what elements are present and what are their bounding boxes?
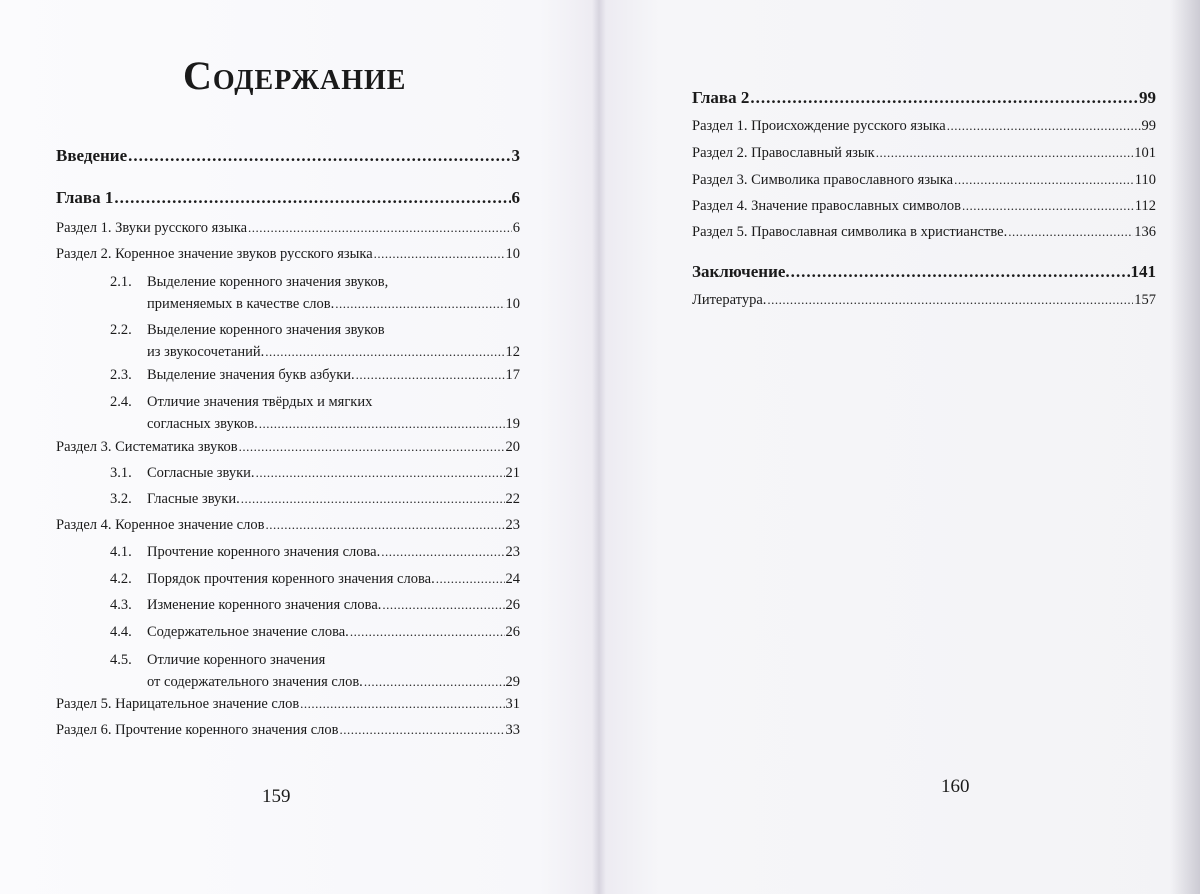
toc-page: 6 — [511, 188, 520, 207]
toc-label: согласных звуков. — [147, 416, 258, 432]
toc-label: Раздел 3. Символика православного языка — [692, 172, 954, 188]
toc-page: 31 — [505, 696, 520, 712]
toc-label: Раздел 2. Православный язык — [692, 145, 875, 161]
toc-number: 2.1. — [110, 274, 132, 290]
toc-number: 2.3. — [110, 367, 132, 383]
page-number: 160 — [941, 776, 970, 797]
toc-label: из звукосочетаний. — [147, 344, 265, 360]
toc-label: Выделение значения букв азбуки. — [147, 367, 355, 383]
toc-number: 4.5. — [110, 652, 132, 668]
toc-label: Раздел 2. Коренное значение звуков русского языка — [56, 246, 373, 262]
toc-literature — [692, 292, 1156, 309]
toc-chapter-2 — [692, 88, 1156, 108]
toc-subsection — [110, 624, 520, 641]
toc-number: 3.1. — [110, 465, 132, 481]
toc-subsection — [110, 465, 520, 482]
toc-page: 29 — [505, 674, 520, 690]
toc-page: 17 — [505, 367, 520, 383]
toc-label: Согласные звуки. — [147, 465, 255, 481]
toc-label: Отличие значения твёрдых и мягких — [147, 394, 373, 410]
toc-page: 110 — [1134, 172, 1156, 188]
toc-page: 3 — [511, 146, 520, 165]
toc-subsection — [110, 491, 520, 508]
toc-page: 26 — [505, 624, 520, 640]
toc-label: Прочтение коренного значения слова. — [147, 544, 381, 560]
toc-label: от содержательного значения слов. — [147, 674, 363, 690]
toc-line — [147, 671, 520, 693]
toc-label: Выделение коренного значения звуков — [147, 322, 385, 338]
toc-label: Заключение. — [692, 262, 790, 281]
toc-page: 23 — [505, 544, 520, 560]
toc-number: 3.2. — [110, 491, 132, 507]
toc-number: 2.4. — [110, 394, 132, 410]
toc-label: Раздел 6. Прочтение коренного значения слов — [56, 722, 339, 738]
toc-label: Литература. — [692, 292, 767, 308]
toc-label: Порядок прочтения коренного значения слова. — [147, 571, 435, 587]
toc-label: Раздел 4. Значение православных символов — [692, 198, 961, 214]
toc-section — [56, 722, 520, 739]
toc-label: Глава 1 — [56, 188, 114, 207]
toc-subsection — [110, 320, 520, 362]
toc-subsection — [110, 392, 520, 434]
toc-section — [56, 220, 520, 237]
toc-page: 141 — [1130, 262, 1156, 281]
toc-subsection — [110, 650, 520, 692]
toc-page: 101 — [1134, 145, 1156, 161]
toc-number: 4.4. — [110, 624, 132, 640]
toc-page: 112 — [1134, 198, 1156, 214]
toc-subsection — [110, 544, 520, 561]
toc-label: Раздел 5. Нарицательное значение слов — [56, 696, 300, 712]
toc-number: 2.2. — [110, 322, 132, 338]
page-edge-shadow — [1170, 0, 1200, 894]
toc-section — [692, 118, 1156, 135]
toc-page: 21 — [505, 465, 520, 481]
toc-label: Содержательное значение слова. — [147, 624, 349, 640]
toc-line — [147, 413, 520, 435]
toc-label: Выделение коренного значения звуков, — [147, 274, 389, 290]
toc-label: Введение — [56, 146, 128, 165]
toc-page: 33 — [505, 722, 520, 738]
toc-section — [692, 224, 1156, 241]
toc-page: 99 — [1141, 118, 1156, 134]
toc-page: 10 — [505, 296, 520, 312]
toc-label: Отличие коренного значения — [147, 652, 326, 668]
toc-conclusion — [692, 262, 1156, 282]
toc-page: 22 — [505, 491, 520, 507]
toc-label: Гласные звуки. — [147, 491, 240, 507]
toc-label: применяемых в качестве слов. — [147, 296, 335, 312]
toc-section — [692, 145, 1156, 162]
toc-page: 157 — [1134, 292, 1156, 308]
toc-label: Раздел 5. Православная символика в христианстве. — [692, 224, 1008, 240]
toc-line — [147, 341, 520, 363]
toc-page: 99 — [1139, 88, 1156, 107]
toc-section — [692, 198, 1156, 215]
toc-number: 4.2. — [110, 571, 132, 587]
toc-subsection — [110, 367, 520, 384]
toc-section — [56, 439, 520, 456]
page-number: 159 — [262, 786, 291, 807]
toc-subsection — [110, 571, 520, 588]
toc-section — [692, 172, 1156, 189]
toc-label: Раздел 4. Коренное значение слов — [56, 517, 265, 533]
toc-chapter-1 — [56, 188, 520, 208]
toc-page: 20 — [505, 439, 520, 455]
toc-section — [56, 696, 520, 713]
toc-subsection — [110, 597, 520, 614]
toc-page: 26 — [505, 597, 520, 613]
toc-label: Раздел 3. Систематика звуков — [56, 439, 238, 455]
toc-section — [56, 246, 520, 263]
toc-page: 6 — [512, 220, 520, 236]
toc-line — [147, 293, 520, 315]
toc-page: 23 — [505, 517, 520, 533]
toc-label: Глава 2 — [692, 88, 750, 107]
toc-page: 19 — [505, 416, 520, 432]
toc-intro — [56, 146, 520, 166]
toc-page: 136 — [1134, 224, 1156, 240]
page-title: Содержание — [183, 53, 407, 98]
toc-label: Изменение коренного значения слова. — [147, 597, 382, 613]
toc-subsection — [110, 272, 520, 314]
toc-number: 4.3. — [110, 597, 132, 613]
toc-label: Раздел 1. Происхождение русского языка — [692, 118, 946, 134]
toc-number: 4.1. — [110, 544, 132, 560]
toc-page: 12 — [505, 344, 520, 360]
toc-label: Раздел 1. Звуки русского языка — [56, 220, 248, 236]
toc-section — [56, 517, 520, 534]
toc-page: 24 — [505, 571, 520, 587]
toc-page: 10 — [505, 246, 520, 262]
book-gutter — [592, 0, 606, 894]
